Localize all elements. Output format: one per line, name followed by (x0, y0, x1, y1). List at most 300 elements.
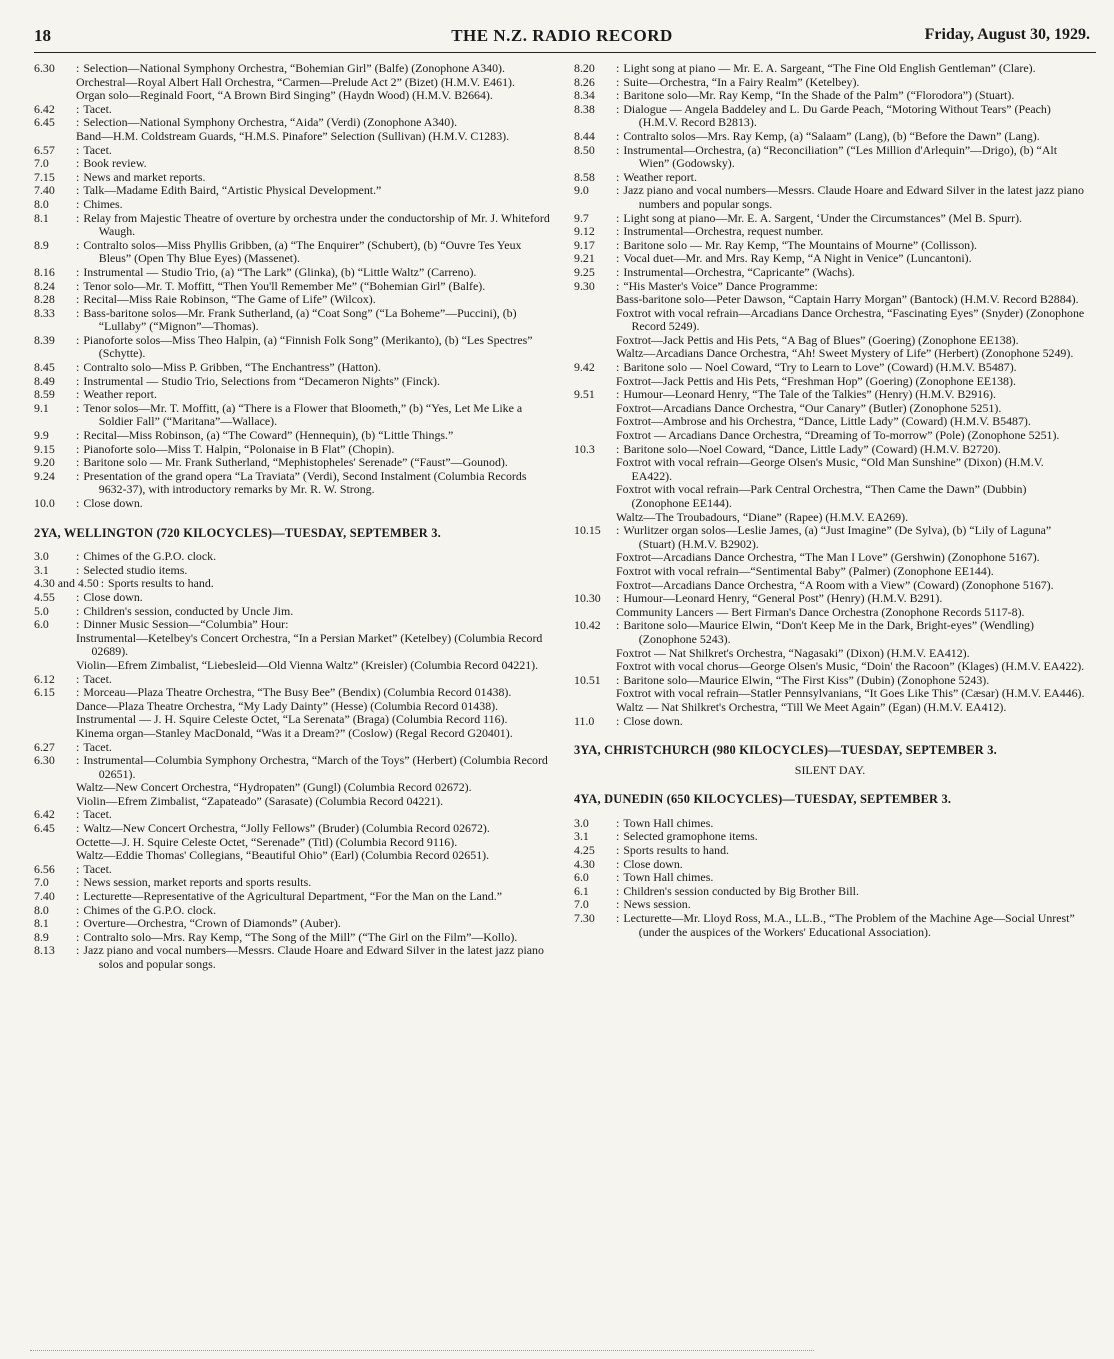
entry-time: 7.0 (574, 897, 589, 912)
time-separator: : (76, 562, 80, 577)
time-separator: : (100, 576, 105, 591)
time-separator: : (616, 870, 620, 885)
entry-text: Kinema organ—Stanley MacDonald, “Was it a Dream?” (Coslow) (Regal Record G20401). (76, 725, 513, 740)
time-separator: : (616, 523, 620, 538)
entry-time: 8.50 (574, 142, 595, 157)
programme-subentry (34, 713, 554, 727)
page-number: 18 (34, 26, 51, 45)
entry-time: 6.45 (34, 821, 55, 836)
programme-subentry (574, 402, 1086, 416)
time-separator: : (76, 61, 80, 75)
programme-subentry (574, 565, 1086, 579)
time-separator: : (76, 373, 80, 388)
entry-text: Jazz piano and vocal numbers—Messrs. Claude Hoare and Edward Silver in the latest jazz piano solos and popular songs. (83, 943, 544, 971)
entry-time: 6.12 (34, 671, 55, 686)
programme-entry (34, 212, 554, 239)
entry-text: Sports results to hand. (108, 576, 214, 591)
entry-time: 3.1 (34, 562, 49, 577)
entry-time: 4.30 (574, 856, 595, 871)
programme-entry (34, 239, 554, 266)
programme-entry (34, 550, 554, 564)
programme-entry (34, 944, 554, 971)
entry-text: Close down. (83, 496, 143, 510)
time-separator: : (76, 902, 80, 917)
programme-subentry (34, 700, 554, 714)
time-separator: : (76, 739, 80, 754)
time-separator: : (616, 897, 620, 912)
time-separator: : (616, 843, 620, 858)
entry-text: Foxtrot with vocal refrain—“Sentimental Baby” (Palmer) (Zonophone EE144). (616, 563, 994, 578)
entry-time: 8.28 (34, 292, 55, 307)
entry-text: Waltz—Arcadians Dance Orchestra, “Ah! Sweet Mystery of Life” (Herbert) (Zonophone 5249). (616, 346, 1074, 361)
entry-text: Waltz—New Concert Orchestra, “Jolly Fellows” (Bruder) (Columbia Record 02672). (83, 821, 490, 836)
entry-time: 6.57 (34, 142, 55, 157)
programme-entry (574, 252, 1086, 266)
programme-subentry (34, 849, 554, 863)
entry-text: Selected gramophone items. (623, 829, 758, 844)
programme-entry (34, 116, 554, 130)
entry-text: Instrumental — Studio Trio, (a) “The Lark” (Glinka), (b) “Little Waltz” (Carreno). (83, 264, 477, 279)
programme-entry (574, 871, 1086, 885)
time-separator: : (616, 360, 620, 375)
entry-time: 8.58 (574, 169, 595, 184)
entry-time: 9.0 (574, 183, 589, 198)
programme-entry (34, 605, 554, 619)
entry-text: Tacet. (83, 861, 112, 876)
entry-text: Dialogue — Angela Baddeley and L. Du Garde Peach, “Motoring Without Tears” (Peach) (H.M.V. Record B2813). (623, 101, 1051, 130)
programme-entry (34, 822, 554, 836)
entry-time: 8.9 (34, 929, 49, 944)
time-separator: : (616, 101, 620, 116)
programme-entry (34, 618, 554, 632)
programme-subentry (574, 334, 1086, 348)
entry-time: 7.40 (34, 889, 55, 904)
entry-text: Baritone solo—Mr. Ray Kemp, “In the Shade of the Palm” (“Florodora”) (Stuart). (623, 88, 1015, 103)
entry-text: Presentation of the grand opera “La Traviata” (Verdi), Second Instalment (Columbia Records 9632-37), with introductory remarks by Mr. R. W. Strong. (83, 468, 527, 497)
entry-text: Baritone solo — Mr. Ray Kemp, “The Mountains of Mourne” (Collisson). (623, 237, 978, 252)
entry-text: Light song at piano — Mr. E. A. Sargeant, “The Fine Old English Gentleman” (Clare). (623, 61, 1036, 75)
programme-subentry (574, 456, 1086, 483)
entry-text: Waltz—The Troubadours, “Diane” (Rapee) (H.M.V. EA269). (616, 509, 909, 524)
entry-time: 8.13 (34, 943, 55, 958)
programme-subentry (34, 659, 554, 673)
entry-text: Suite—Orchestra, “In a Fairy Realm” (Ketelbey). (623, 74, 860, 89)
entry-time: 9.51 (574, 387, 595, 402)
programme-entry (574, 239, 1086, 253)
entry-time: 3.0 (574, 815, 589, 830)
programme-entry (574, 212, 1086, 226)
entry-text: Foxtrot—Arcadians Dance Orchestra, “A Room with a View” (Coward) (Zonophone 5167). (616, 577, 1054, 592)
entry-text: Selection—National Symphony Orchestra, “Bohemian Girl” (Balfe) (Zonophone A340). (83, 61, 505, 75)
entry-time: 7.15 (34, 169, 55, 184)
programme-subentry (574, 687, 1086, 701)
entry-text: Vocal duet—Mr. and Mrs. Ray Kemp, “A Night in Venice” (Luncantoni). (623, 251, 972, 266)
entry-time: 6.56 (34, 861, 55, 876)
entry-text: Pianoforte solos—Miss Theo Halpin, (a) “Finnish Folk Song” (Merikanto), (b) “Les Spectres” (Schytte). (83, 332, 533, 361)
entry-time: 8.44 (574, 128, 595, 143)
entry-time: 8.16 (34, 264, 55, 279)
entry-text: Band—H.M. Coldstream Guards, “H.M.S. Pinafore” Selection (Sullivan) (H.M.V. C1283). (76, 128, 510, 143)
entry-time: 9.24 (34, 468, 55, 483)
entry-text: News and market reports. (83, 169, 206, 184)
programme-entry (34, 863, 554, 877)
time-separator: : (76, 264, 80, 279)
entry-text: Instrumental—Orchestra, (a) “Reconciliation” (“Les Million d'Arlequin”—Drigo), (b) “Alt Wien” (Godowsky). (623, 142, 1058, 171)
programme-subentry (574, 307, 1086, 334)
time-separator: : (76, 156, 80, 171)
programme-entry (574, 830, 1086, 844)
programme-entry (574, 103, 1086, 130)
entry-text: Tacet. (83, 739, 112, 754)
time-separator: : (616, 856, 620, 871)
entry-time: 8.20 (574, 61, 595, 75)
entry-text: Instrumental—Orchestra, request number. (623, 224, 824, 239)
entry-text: Humour—Leonard Henry, “The Tale of the Talkies” (Henry) (H.M.V. B2916). (623, 387, 996, 402)
entry-time: 9.7 (574, 210, 589, 225)
entry-text: Selection—National Symphony Orchestra, “Aida” (Verdi) (Zonophone A340). (83, 115, 458, 130)
programme-subentry (574, 701, 1086, 715)
entry-time: 10.0 (34, 496, 55, 510)
time-separator: : (76, 101, 80, 116)
programme-entry (574, 592, 1086, 606)
programme-entry (34, 591, 554, 605)
entry-text: Baritone solo — Noel Coward, “Try to Learn to Love” (Coward) (H.M.V. B5487). (623, 360, 1017, 375)
entry-text: Violin—Efrem Zimbalist, “Liebesleid—Old Vienna Waltz” (Kreisler) (Columbia Record 04221). (76, 657, 539, 672)
time-separator: : (76, 496, 80, 510)
entry-text: Close down. (623, 713, 683, 728)
entry-text: Jazz piano and vocal numbers—Messrs. Claude Hoare and Edward Silver in the latest jazz piano numbers and popular songs. (623, 183, 1084, 211)
programme-entry (34, 184, 554, 198)
time-separator: : (616, 169, 620, 184)
time-separator: : (76, 603, 80, 618)
time-separator: : (76, 428, 80, 443)
programme-entry (34, 171, 554, 185)
issue-date: Friday, August 30, 1929. (924, 26, 1090, 43)
entry-text: Sports results to hand. (623, 843, 730, 858)
programme-entry (34, 497, 554, 511)
time-separator: : (616, 237, 620, 252)
publication-title: THE N.Z. RADIO RECORD (451, 26, 673, 45)
time-separator: : (616, 264, 620, 279)
programme-entry (34, 876, 554, 890)
programme-entry (34, 144, 554, 158)
entry-text: Chimes of the G.P.O. clock. (83, 902, 217, 917)
programme-subentry (34, 727, 554, 741)
entry-text: News session, market reports and sports results. (83, 875, 312, 890)
entry-text: Relay from Majestic Theatre of overture by orchestra under the conductorship of Mr. J. Whiteford Waugh. (83, 210, 550, 239)
time-separator: : (76, 292, 80, 307)
entry-text: Tacet. (83, 101, 112, 116)
entry-time: 9.42 (574, 360, 595, 375)
time-separator: : (76, 332, 80, 347)
entry-text: Violin—Efrem Zimbalist, “Zapateado” (Sarasate) (Columbia Record 04221). (76, 793, 444, 808)
entry-time: 4.25 (574, 843, 595, 858)
entry-text: Foxtrot—Arcadians Dance Orchestra, “The Man I Love” (Gershwin) (Zonophone 5167). (616, 550, 1040, 565)
time-separator: : (76, 278, 80, 293)
header-rule (34, 52, 1096, 53)
entry-text: Weather report. (83, 387, 157, 402)
entry-text: Octette—J. H. Squire Celeste Octet, “Serenade” (Titl) (Columbia Record 9116). (76, 834, 458, 849)
time-separator: : (616, 672, 620, 687)
entry-text: News session. (623, 897, 691, 912)
entry-time: 7.40 (34, 183, 55, 198)
entry-text: Instrumental — Studio Trio, Selections from “Decameron Nights” (Finck). (83, 373, 440, 388)
time-separator: : (616, 88, 620, 103)
entry-text: Foxtrot—Jack Pettis and His Pets, “Freshman Hop” (Goering) (Zonophone EE138). (616, 373, 1016, 388)
entry-time: 4.55 (34, 589, 55, 604)
page-header (34, 26, 1090, 48)
time-separator: : (616, 224, 620, 239)
time-separator: : (76, 237, 80, 252)
entry-text: Talk—Madame Edith Baird, “Artistic Physical Development.” (83, 183, 382, 198)
programme-entry (574, 225, 1086, 239)
programme-entry (574, 89, 1086, 103)
entry-text: Organ solo—Reginald Foort, “A Brown Bird Singing” (Haydn Wood) (H.M.V. B2664). (76, 88, 493, 103)
entry-text: Foxtrot with vocal refrain—Park Central Orchestra, “Then Came the Dawn” (Dubbin) (Zonophone EE144). (616, 482, 1027, 510)
entry-text: Pianoforte solo—Miss T. Halpin, “Polonaise in B Flat” (Chopin). (83, 441, 395, 456)
programme-entry (574, 844, 1086, 858)
programme-subentry (574, 606, 1086, 620)
time-separator: : (76, 183, 80, 198)
time-separator: : (616, 591, 620, 606)
time-separator: : (616, 142, 620, 157)
entry-text: Town Hall chimes. (623, 815, 714, 830)
entry-time: 11.0 (574, 713, 595, 728)
time-separator: : (616, 74, 620, 89)
entry-text: Tenor solos—Mr. T. Moffitt, (a) “There is a Flower that Bloometh,” (b) “Yes, Let Me Like a Soldier Fall” (“Maritana”—Wallace). (83, 400, 523, 429)
time-separator: : (76, 468, 80, 483)
entry-text: Lecturette—Representative of the Agricultural Department, “For the Man on the Land.” (83, 889, 502, 904)
time-separator: : (76, 387, 80, 402)
time-separator: : (76, 196, 80, 211)
entry-text: Dance—Plaza Theatre Orchestra, “My Lady Dainty” (Hesse) (Columbia Record 01438). (76, 698, 499, 713)
programme-subentry (574, 293, 1086, 307)
time-separator: : (76, 916, 80, 931)
time-separator: : (616, 713, 620, 728)
entry-text: Foxtrot—Jack Pettis and His Pets, “A Bag of Blues” (Goering) (Zonophone EE138). (616, 332, 1019, 347)
programme-entry (574, 619, 1086, 646)
programme-entry (574, 524, 1086, 551)
programme-subentry (574, 415, 1086, 429)
entry-text: Community Lancers — Bert Firman's Dance Orchestra (Zonophone Records 5117-8). (616, 604, 1025, 619)
entry-time: 8.24 (34, 278, 55, 293)
entry-text: Book review. (83, 156, 147, 171)
entry-time: 10.51 (574, 672, 601, 687)
entry-text: Light song at piano—Mr. E. A. Sargent, ‘Under the Circumstances” (Mel B. Spurr). (623, 210, 1023, 225)
time-separator: : (616, 61, 620, 75)
entry-time: 8.26 (574, 74, 595, 89)
programme-subentry (34, 781, 554, 795)
programme-subentry (574, 375, 1086, 389)
programme-entry (574, 144, 1086, 171)
programme-subentry (34, 795, 554, 809)
programme-entry (574, 858, 1086, 872)
entry-time: 7.0 (34, 875, 49, 890)
programme-entry (34, 375, 554, 389)
time-separator: : (76, 210, 80, 225)
entry-time: 10.42 (574, 618, 601, 633)
entry-time: 4.30 and 4.50 (34, 576, 99, 591)
bottom-edge-noise (30, 1350, 814, 1351)
time-separator: : (76, 889, 80, 904)
entry-text: Dinner Music Session—“Columbia” Hour: (83, 617, 289, 632)
entry-text: “His Master's Voice” Dance Programme: (623, 278, 818, 293)
programme-entry (34, 62, 554, 76)
time-separator: : (616, 278, 620, 293)
entry-time: 6.30 (34, 753, 55, 768)
entry-text: Contralto solos—Miss Phyllis Gribben, (a) “The Enquirer” (Schubert), (b) “Ouvre Tes Yeux Bleus” (Open Thy Blue Eyes) (Massenet). (83, 237, 522, 266)
entry-text: Weather report. (623, 169, 697, 184)
programme-subentry (34, 632, 554, 659)
entry-time: 9.15 (34, 441, 55, 456)
programme-subentry (574, 511, 1086, 525)
entry-text: Contralto solos—Mrs. Ray Kemp, (a) “Salaam” (Lang), (b) “Before the Dawn” (Lang). (623, 128, 1040, 143)
entry-text: Humour—Leonard Henry, “General Post” (Henry) (H.M.V. B291). (623, 591, 943, 606)
programme-entry (34, 293, 554, 307)
entry-text: Baritone solo — Mr. Frank Sutherland, “Mephistopheles' Serenade” (“Faust”—Gounod). (83, 455, 508, 470)
station-heading: 4YA, DUNEDIN (650 KILOCYCLES)—TUESDAY, SEPTEMBER 3. (574, 792, 952, 807)
entry-text: Recital—Miss Raie Robinson, “The Game of Life” (Wilcox). (83, 292, 376, 307)
time-separator: : (76, 441, 80, 456)
time-separator: : (76, 549, 80, 564)
entry-time: 8.49 (34, 373, 55, 388)
programme-entry (574, 388, 1086, 402)
entry-text: Lecturette—Mr. Lloyd Ross, M.A., LL.B., “The Problem of the Machine Age—Social Unrest” (under the auspices of the Workers' Educational Association). (623, 911, 1075, 939)
entry-time: 6.30 (34, 61, 55, 75)
entry-text: Foxtrot—Ambrose and his Orchestra, “Dance, Little Lady” (Coward) (H.M.V. B5487). (616, 414, 1031, 429)
programme-entry (34, 429, 554, 443)
entry-text: Bass-baritone solos—Mr. Frank Sutherland, (a) “Coat Song” (“La Boheme”—Puccini), (b) “Lullaby” (“Mignon”—Thomas). (83, 305, 517, 334)
entry-text: Instrumental—Orchestra, “Capricante” (Wachs). (623, 264, 855, 279)
entry-text: Baritone solo—Noel Coward, “Dance, Little Lady” (Coward) (H.M.V. B2720). (623, 441, 1001, 456)
programme-entry (574, 885, 1086, 899)
programme-entry (34, 673, 554, 687)
entry-time: 6.42 (34, 101, 55, 116)
time-separator: : (616, 829, 620, 844)
entry-time: 9.20 (34, 455, 55, 470)
entry-time: 9.1 (34, 400, 49, 415)
entry-time: 9.9 (34, 428, 49, 443)
entry-text: Children's session conducted by Big Brother Bill. (623, 883, 859, 898)
time-separator: : (76, 589, 80, 604)
entry-text: Foxtrot with vocal refrain—George Olsen's Music, “Old Man Sunshine” (Dixon) (H.M.V. EA422). (616, 455, 1044, 483)
entry-text: Foxtrot with vocal refrain—Arcadians Dance Orchestra, “Fascinating Eyes” (Snyder) (Zonophone Record 5249). (616, 305, 1085, 334)
time-separator: : (616, 387, 620, 402)
entry-time: 8.0 (34, 196, 49, 211)
station-heading: 2YA, WELLINGTON (720 KILOCYCLES)—TUESDAY, SEPTEMBER 3. (34, 525, 441, 540)
entry-time: 10.30 (574, 591, 601, 606)
entry-time: 7.30 (574, 911, 595, 926)
programme-entry (34, 280, 554, 294)
entry-time: 6.42 (34, 807, 55, 822)
programme-entry (574, 443, 1086, 457)
entry-time: 8.38 (574, 101, 595, 116)
time-separator: : (616, 618, 620, 633)
time-separator: : (76, 360, 80, 375)
time-separator: : (76, 142, 80, 157)
entry-text: Wurlitzer organ solos—Leslie James, (a) “Just Imagine” (De Sylva), (b) “Lily of Laguna” (Stuart) (H.M.V. B2902). (623, 523, 1052, 551)
entry-text: Orchestral—Royal Albert Hall Orchestra, “Carmen—Prelude Act 2” (Bizet) (H.M.V. E461). (76, 74, 515, 89)
entry-time: 8.9 (34, 237, 49, 252)
entry-time: 9.21 (574, 251, 595, 266)
entry-text: Overture—Orchestra, “Crown of Diamonds” (Auber). (83, 916, 341, 931)
time-separator: : (76, 929, 80, 944)
entry-text: Baritone solo—Maurice Elwin, “The First Kiss” (Dubin) (Zonophone 5243). (623, 672, 990, 687)
time-separator: : (76, 943, 80, 958)
programme-entry (34, 808, 554, 822)
time-separator: : (616, 128, 620, 143)
programme-subentry (34, 76, 554, 90)
programme-subentry (34, 836, 554, 850)
programme-entry (34, 686, 554, 700)
time-separator: : (616, 183, 620, 198)
entry-time: 6.15 (34, 685, 55, 700)
programme-entry (34, 741, 554, 755)
programme-entry (34, 470, 554, 497)
entry-text: Tenor solo—Mr. T. Moffitt, “Then You'll Remember Me” (“Bohemian Girl” (Balfe). (83, 278, 486, 293)
programme-entry (34, 388, 554, 402)
programme-entry (574, 912, 1086, 939)
programme-entry (34, 307, 554, 334)
programme-entry (574, 715, 1086, 729)
entry-text: Waltz—Eddie Thomas' Collegians, “Beautiful Ohio” (Earl) (Columbia Record 02651). (76, 848, 490, 863)
programme-subentry (574, 647, 1086, 661)
programme-entry (34, 917, 554, 931)
programme-entry (34, 564, 554, 578)
entry-text: Selected studio items. (83, 562, 188, 577)
entry-time: 8.45 (34, 360, 55, 375)
programme-subentry (574, 429, 1086, 443)
time-separator: : (76, 305, 80, 320)
time-separator: : (76, 821, 80, 836)
entry-text: Close down. (83, 589, 143, 604)
entry-text: Contralto solo—Miss P. Gribben, “The Enchantress” (Hatton). (83, 360, 381, 375)
entry-time: 8.34 (574, 88, 595, 103)
entry-time: 10.3 (574, 441, 595, 456)
station-subheading: SILENT DAY. (794, 762, 866, 777)
entry-text: Baritone solo—Maurice Elwin, “Don't Keep Me in the Dark, Bright-eyes” (Wendling) (Zonophone 5243). (623, 618, 1034, 646)
time-separator: : (76, 455, 80, 470)
entry-text: Morceau—Plaza Theatre Orchestra, “The Busy Bee” (Bendix) (Columbia Record 01438). (83, 685, 512, 700)
programme-entry (34, 456, 554, 470)
programme-entry (574, 674, 1086, 688)
programme-entry (574, 817, 1086, 831)
entry-time: 9.30 (574, 278, 595, 293)
entry-time: 10.15 (574, 523, 601, 538)
programme-entry (574, 130, 1086, 144)
entry-time: 6.0 (574, 870, 589, 885)
programme-entry (34, 402, 554, 429)
programme-entry (34, 890, 554, 904)
entry-time: 5.0 (34, 603, 49, 618)
entry-time: 7.0 (34, 156, 49, 171)
programme-entry (34, 266, 554, 280)
entry-time: 8.39 (34, 332, 55, 347)
programme-subentry (34, 130, 554, 144)
entry-text: Recital—Miss Robinson, (a) “The Coward” (Hennequin), (b) “Little Things.” (83, 428, 454, 443)
programme-entry (574, 361, 1086, 375)
programme-subentry (574, 347, 1086, 361)
entry-text: Foxtrot—Arcadians Dance Orchestra, “Our Canary” (Butler) (Zonophone 5251). (616, 400, 1002, 415)
programme-entry (34, 334, 554, 361)
programme-entry (34, 904, 554, 918)
entry-text: Foxtrot — Nat Shilkret's Orchestra, “Nagasaki” (Dixon) (H.M.V. EA412). (616, 645, 970, 660)
entry-time: 6.45 (34, 115, 55, 130)
entry-text: Tacet. (83, 142, 112, 157)
entry-time: 6.0 (34, 617, 49, 632)
entry-text: Children's session, conducted by Uncle Jim. (83, 603, 294, 618)
time-separator: : (616, 883, 620, 898)
